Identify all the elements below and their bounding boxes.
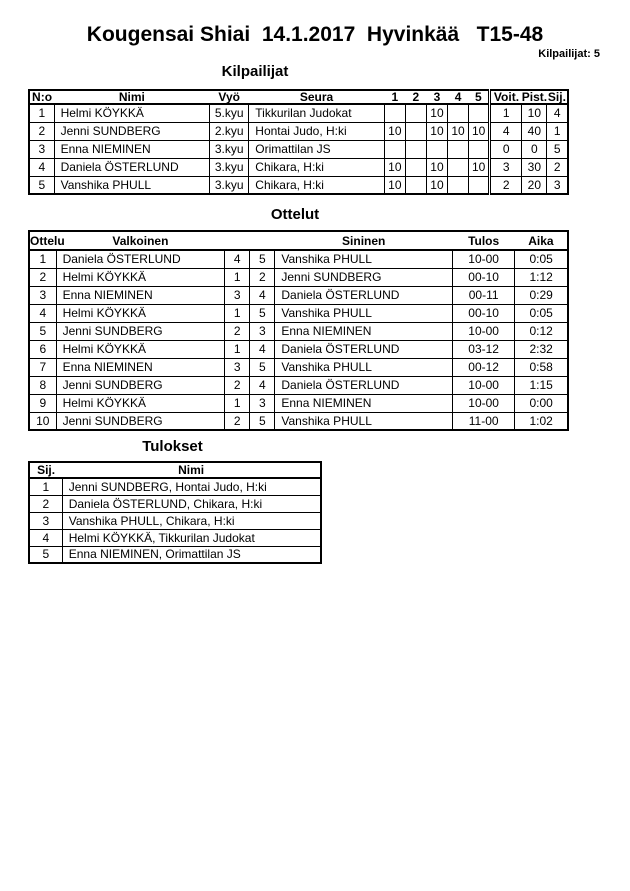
cell-sininen: Vanshika PHULL	[275, 412, 453, 430]
cell-match-no: 10	[29, 412, 56, 430]
kilpailijat-row	[29, 158, 568, 176]
cell-blue-no: 5	[250, 304, 275, 322]
cell-match-no: 7	[29, 358, 56, 376]
tulokset-row	[29, 478, 321, 495]
cell-seura: Orimattilan JS	[249, 140, 385, 158]
cell-round-2	[405, 122, 426, 140]
cell-round-1: 10	[384, 176, 405, 194]
cell-sij: 2	[547, 158, 568, 176]
kilpailijat-table	[28, 89, 569, 195]
tulokset-table	[28, 461, 322, 564]
cell-round-4	[448, 176, 469, 194]
cell-voit: 3	[490, 158, 522, 176]
ottelut-row	[29, 376, 568, 394]
cell-voit: 4	[490, 122, 522, 140]
cell-blue-no: 2	[250, 268, 275, 286]
cell-valkoinen: Enna NIEMINEN	[56, 358, 225, 376]
cell-round-5	[469, 104, 490, 122]
cell-match-no: 3	[29, 286, 56, 304]
ottelut-row	[29, 286, 568, 304]
cell-no: 5	[29, 176, 54, 194]
col-header-aika: Aika	[515, 231, 568, 250]
ottelut-table	[28, 230, 569, 431]
cell-tulos: 10-00	[453, 250, 515, 268]
col-header-valkoinen: Valkoinen	[56, 231, 225, 250]
cell-blue-no: 5	[250, 358, 275, 376]
cell-aika: 0:05	[515, 304, 568, 322]
cell-white-no: 1	[225, 394, 250, 412]
cell-sininen: Vanshika PHULL	[275, 358, 453, 376]
cell-round-4: 10	[448, 122, 469, 140]
cell-sij: 3	[547, 176, 568, 194]
col-header-round-5: 5	[469, 90, 490, 104]
cell-valkoinen: Helmi KÖYKKÄ	[56, 340, 225, 358]
cell-vyo: 2.kyu	[210, 122, 249, 140]
cell-aika: 0:58	[515, 358, 568, 376]
cell-voit: 1	[490, 104, 522, 122]
cell-match-no: 5	[29, 322, 56, 340]
col-header-vyo: Vyö	[210, 90, 249, 104]
col-header-no: N:o	[29, 90, 54, 104]
cell-round-5	[469, 176, 490, 194]
cell-round-1: 10	[384, 158, 405, 176]
cell-round-4	[448, 104, 469, 122]
cell-sininen: Daniela ÖSTERLUND	[275, 340, 453, 358]
cell-aika: 0:29	[515, 286, 568, 304]
cell-round-2	[405, 104, 426, 122]
kilpailijat-heading: Kilpailijat	[221, 63, 289, 80]
col-header-round-3: 3	[426, 90, 447, 104]
cell-sij: 2	[29, 495, 62, 512]
cell-round-4	[448, 140, 469, 158]
cell-round-5: 10	[469, 122, 490, 140]
competitors-count: Kilpailijat: 5	[538, 48, 600, 60]
col-header-nimi: Nimi	[62, 462, 321, 478]
cell-valkoinen: Jenni SUNDBERG	[56, 322, 225, 340]
cell-sij: 5	[547, 140, 568, 158]
cell-match-no: 6	[29, 340, 56, 358]
cell-vyo: 5.kyu	[210, 104, 249, 122]
cell-round-5: 10	[469, 158, 490, 176]
ottelut-row	[29, 394, 568, 412]
cell-tulos: 10-00	[453, 322, 515, 340]
cell-valkoinen: Daniela ÖSTERLUND	[56, 250, 225, 268]
col-header-sij: Sij.	[547, 90, 568, 104]
cell-vyo: 3.kyu	[210, 176, 249, 194]
cell-blue-no: 3	[250, 322, 275, 340]
col-header-ottelu: Ottelu	[29, 231, 56, 250]
ottelut-row	[29, 304, 568, 322]
kilpailijat-row	[29, 122, 568, 140]
cell-blue-no: 5	[250, 250, 275, 268]
col-header-sij: Sij.	[29, 462, 62, 478]
cell-blue-no: 3	[250, 394, 275, 412]
cell-round-4	[448, 158, 469, 176]
cell-blue-no: 4	[250, 286, 275, 304]
ottelut-row	[29, 322, 568, 340]
cell-nimi: Daniela ÖSTERLUND	[54, 158, 210, 176]
cell-nimi: Vanshika PHULL, Chikara, H:ki	[62, 512, 321, 529]
tulokset-heading: Tulokset	[142, 438, 203, 455]
cell-tulos: 10-00	[453, 394, 515, 412]
col-header-round-2: 2	[405, 90, 426, 104]
cell-sij: 1	[547, 122, 568, 140]
cell-nimi: Jenni SUNDBERG, Hontai Judo, H:ki	[62, 478, 321, 495]
cell-no: 1	[29, 104, 54, 122]
cell-tulos: 00-12	[453, 358, 515, 376]
col-header-round-4: 4	[448, 90, 469, 104]
cell-round-3: 10	[426, 158, 447, 176]
cell-match-no: 9	[29, 394, 56, 412]
cell-no: 2	[29, 122, 54, 140]
col-header-round-1: 1	[384, 90, 405, 104]
col-header-tulos: Tulos	[453, 231, 515, 250]
cell-tulos: 00-11	[453, 286, 515, 304]
cell-pist: 0	[522, 140, 547, 158]
cell-sij: 1	[29, 478, 62, 495]
cell-sininen: Daniela ÖSTERLUND	[275, 376, 453, 394]
cell-blue-no: 4	[250, 376, 275, 394]
page-title: Kougensai Shiai 14.1.2017 Hyvinkää T15-48	[86, 23, 544, 46]
cell-tulos: 03-12	[453, 340, 515, 358]
kilpailijat-row	[29, 104, 568, 122]
cell-white-no: 3	[225, 286, 250, 304]
cell-aika: 0:12	[515, 322, 568, 340]
cell-match-no: 8	[29, 376, 56, 394]
ottelut-header-row	[29, 231, 568, 250]
cell-match-no: 2	[29, 268, 56, 286]
cell-sij: 4	[547, 104, 568, 122]
cell-pist: 40	[522, 122, 547, 140]
cell-blue-no: 5	[250, 412, 275, 430]
cell-sininen: Daniela ÖSTERLUND	[275, 286, 453, 304]
cell-no: 3	[29, 140, 54, 158]
cell-round-1: 10	[384, 122, 405, 140]
cell-round-2	[405, 158, 426, 176]
cell-voit: 0	[490, 140, 522, 158]
kilpailijat-header-row	[29, 90, 568, 104]
cell-round-3: 10	[426, 122, 447, 140]
cell-valkoinen: Enna NIEMINEN	[56, 286, 225, 304]
cell-white-no: 2	[225, 412, 250, 430]
cell-aika: 2:32	[515, 340, 568, 358]
ottelut-row	[29, 358, 568, 376]
cell-white-no: 2	[225, 322, 250, 340]
ottelut-heading: Ottelut	[270, 206, 320, 223]
cell-aika: 0:05	[515, 250, 568, 268]
cell-white-no: 4	[225, 250, 250, 268]
col-header-seura: Seura	[249, 90, 385, 104]
cell-sininen: Vanshika PHULL	[275, 250, 453, 268]
cell-white-no: 1	[225, 268, 250, 286]
cell-tulos: 11-00	[453, 412, 515, 430]
cell-white-no: 2	[225, 376, 250, 394]
cell-sininen: Enna NIEMINEN	[275, 322, 453, 340]
cell-valkoinen: Helmi KÖYKKÄ	[56, 268, 225, 286]
tulokset-header-row	[29, 462, 321, 478]
col-header-sininen: Sininen	[275, 231, 453, 250]
tulokset-row	[29, 529, 321, 546]
cell-round-3: 10	[426, 104, 447, 122]
cell-seura: Hontai Judo, H:ki	[249, 122, 385, 140]
cell-aika: 1:02	[515, 412, 568, 430]
cell-seura: Tikkurilan Judokat	[249, 104, 385, 122]
kilpailijat-row	[29, 176, 568, 194]
cell-sininen: Jenni SUNDBERG	[275, 268, 453, 286]
cell-voit: 2	[490, 176, 522, 194]
tulokset-row	[29, 495, 321, 512]
cell-sininen: Vanshika PHULL	[275, 304, 453, 322]
cell-nimi: Jenni SUNDBERG	[54, 122, 210, 140]
cell-seura: Chikara, H:ki	[249, 158, 385, 176]
tulokset-row	[29, 546, 321, 563]
cell-seura: Chikara, H:ki	[249, 176, 385, 194]
cell-sij: 4	[29, 529, 62, 546]
cell-aika: 1:15	[515, 376, 568, 394]
col-header-pist: Pist.	[521, 90, 548, 104]
cell-sininen: Enna NIEMINEN	[275, 394, 453, 412]
cell-sij: 3	[29, 512, 62, 529]
cell-nimi: Helmi KÖYKKÄ, Tikkurilan Judokat	[62, 529, 321, 546]
cell-white-no: 3	[225, 358, 250, 376]
cell-pist: 30	[522, 158, 547, 176]
cell-nimi: Enna NIEMINEN, Orimattilan JS	[62, 546, 321, 563]
cell-tulos: 00-10	[453, 304, 515, 322]
col-header-nimi: Nimi	[54, 90, 210, 104]
cell-nimi: Enna NIEMINEN	[54, 140, 210, 158]
cell-vyo: 3.kyu	[210, 158, 249, 176]
cell-round-3	[426, 140, 447, 158]
cell-valkoinen: Jenni SUNDBERG	[56, 376, 225, 394]
cell-round-2	[405, 176, 426, 194]
cell-blue-no: 4	[250, 340, 275, 358]
ottelut-row	[29, 412, 568, 430]
cell-sij: 5	[29, 546, 62, 563]
cell-round-3: 10	[426, 176, 447, 194]
cell-tulos: 00-10	[453, 268, 515, 286]
cell-round-1	[384, 104, 405, 122]
ottelut-row	[29, 268, 568, 286]
col-header-white-no	[225, 231, 250, 250]
col-header-voit: Voit.	[490, 90, 522, 104]
cell-white-no: 1	[225, 304, 250, 322]
cell-valkoinen: Helmi KÖYKKÄ	[56, 304, 225, 322]
cell-round-2	[405, 140, 426, 158]
cell-valkoinen: Helmi KÖYKKÄ	[56, 394, 225, 412]
cell-vyo: 3.kyu	[210, 140, 249, 158]
cell-white-no: 1	[225, 340, 250, 358]
cell-round-1	[384, 140, 405, 158]
ottelut-row	[29, 340, 568, 358]
cell-tulos: 10-00	[453, 376, 515, 394]
cell-no: 4	[29, 158, 54, 176]
tulokset-row	[29, 512, 321, 529]
cell-nimi: Vanshika PHULL	[54, 176, 210, 194]
cell-pist: 10	[522, 104, 547, 122]
cell-pist: 20	[522, 176, 547, 194]
cell-nimi: Helmi KÖYKKÄ	[54, 104, 210, 122]
cell-match-no: 4	[29, 304, 56, 322]
kilpailijat-row	[29, 140, 568, 158]
cell-valkoinen: Jenni SUNDBERG	[56, 412, 225, 430]
col-header-blue-no	[250, 231, 275, 250]
cell-match-no: 1	[29, 250, 56, 268]
cell-aika: 0:00	[515, 394, 568, 412]
ottelut-row	[29, 250, 568, 268]
cell-aika: 1:12	[515, 268, 568, 286]
cell-nimi: Daniela ÖSTERLUND, Chikara, H:ki	[62, 495, 321, 512]
cell-round-5	[469, 140, 490, 158]
